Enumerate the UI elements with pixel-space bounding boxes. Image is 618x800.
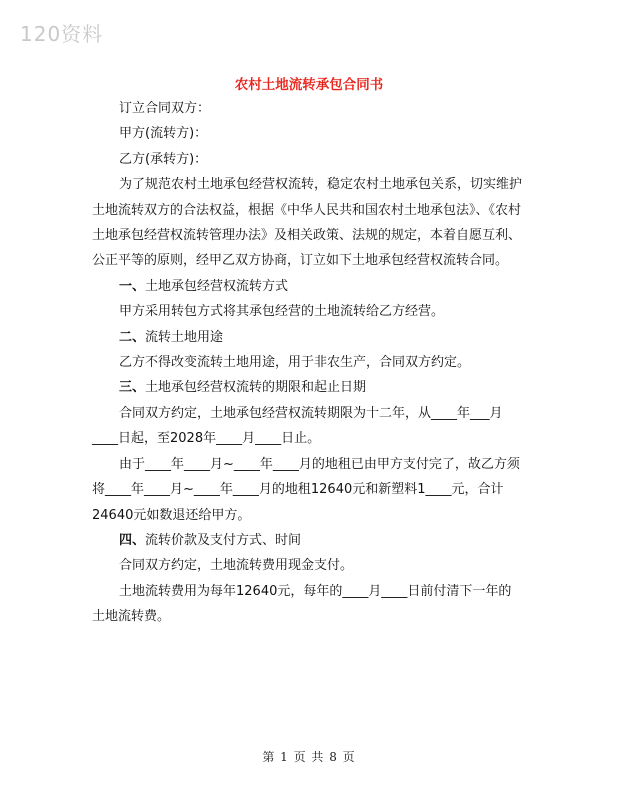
- section-heading-2: [92, 325, 524, 350]
- paragraph-preamble: 为了规范农村土地承包经营权流转，稳定农村土地承包关系，切实维护土地流转双方的合法权益，根据《中华人民共和国农村土地承包法》、《农村土地承包经营权流转管理办法》及相关政策、法规的规定，本着自愿互利、公正平等的原则，经甲乙双方协商，订立如下土地承包经营权流转合同。: [92, 177, 523, 269]
- paragraph-party-b: 乙方(承转方)：: [119, 151, 208, 167]
- section-title-1: 土地承包经营权流转方式: [145, 278, 289, 294]
- section-number-1: 一、: [119, 278, 146, 294]
- section-number-2: 二、: [119, 329, 146, 345]
- section-title-2: 流转土地用途: [145, 329, 224, 345]
- section-title-4: 流转价款及支付方式、时间: [145, 532, 302, 548]
- paragraph-section-4a: 合同双方约定，土地流转费用现金支付。: [119, 558, 354, 574]
- paragraph-parties: 订立合同双方：: [119, 101, 211, 116]
- page-footer: 第 1 页 共 8 页: [262, 750, 356, 764]
- section-heading-4: [92, 528, 524, 553]
- paragraph-section-3a: 合同双方约定，土地承包经营权流转期限为十二年，从____年___月____日起，至2028年____月____日止。: [92, 405, 503, 447]
- document-title: 农村土地流转承包合同书: [234, 77, 384, 93]
- paragraph-party-a: 甲方(流转方)：: [119, 126, 208, 142]
- section-title-3: 土地承包经营权流转的期限和起止日期: [145, 380, 367, 396]
- section-number-3: 三、: [119, 380, 146, 396]
- paragraph-section-2: 乙方不得改变流转土地用途，用于非农生产，合同双方约定。: [119, 355, 471, 371]
- section-heading-3: [92, 375, 524, 400]
- document-body: [92, 96, 524, 630]
- section-heading-1: [92, 274, 524, 299]
- watermark: 120资料: [20, 22, 104, 46]
- paragraph-section-1: 甲方采用转包方式将其承包经营的土地流转给乙方经营。: [119, 304, 445, 320]
- paragraph-section-4b: 土地流转费用为每年12640元，每年的____月____日前付清下一年的土地流转费。: [92, 583, 512, 625]
- section-number-4: 四、: [119, 532, 146, 548]
- paragraph-section-3b: 由于____年____月~____年____月的地租已由甲方支付完了，故乙方须将____年____月~____年____月的地租12640元和新塑料1____元，合计24640元如数退还给甲方。: [92, 456, 520, 523]
